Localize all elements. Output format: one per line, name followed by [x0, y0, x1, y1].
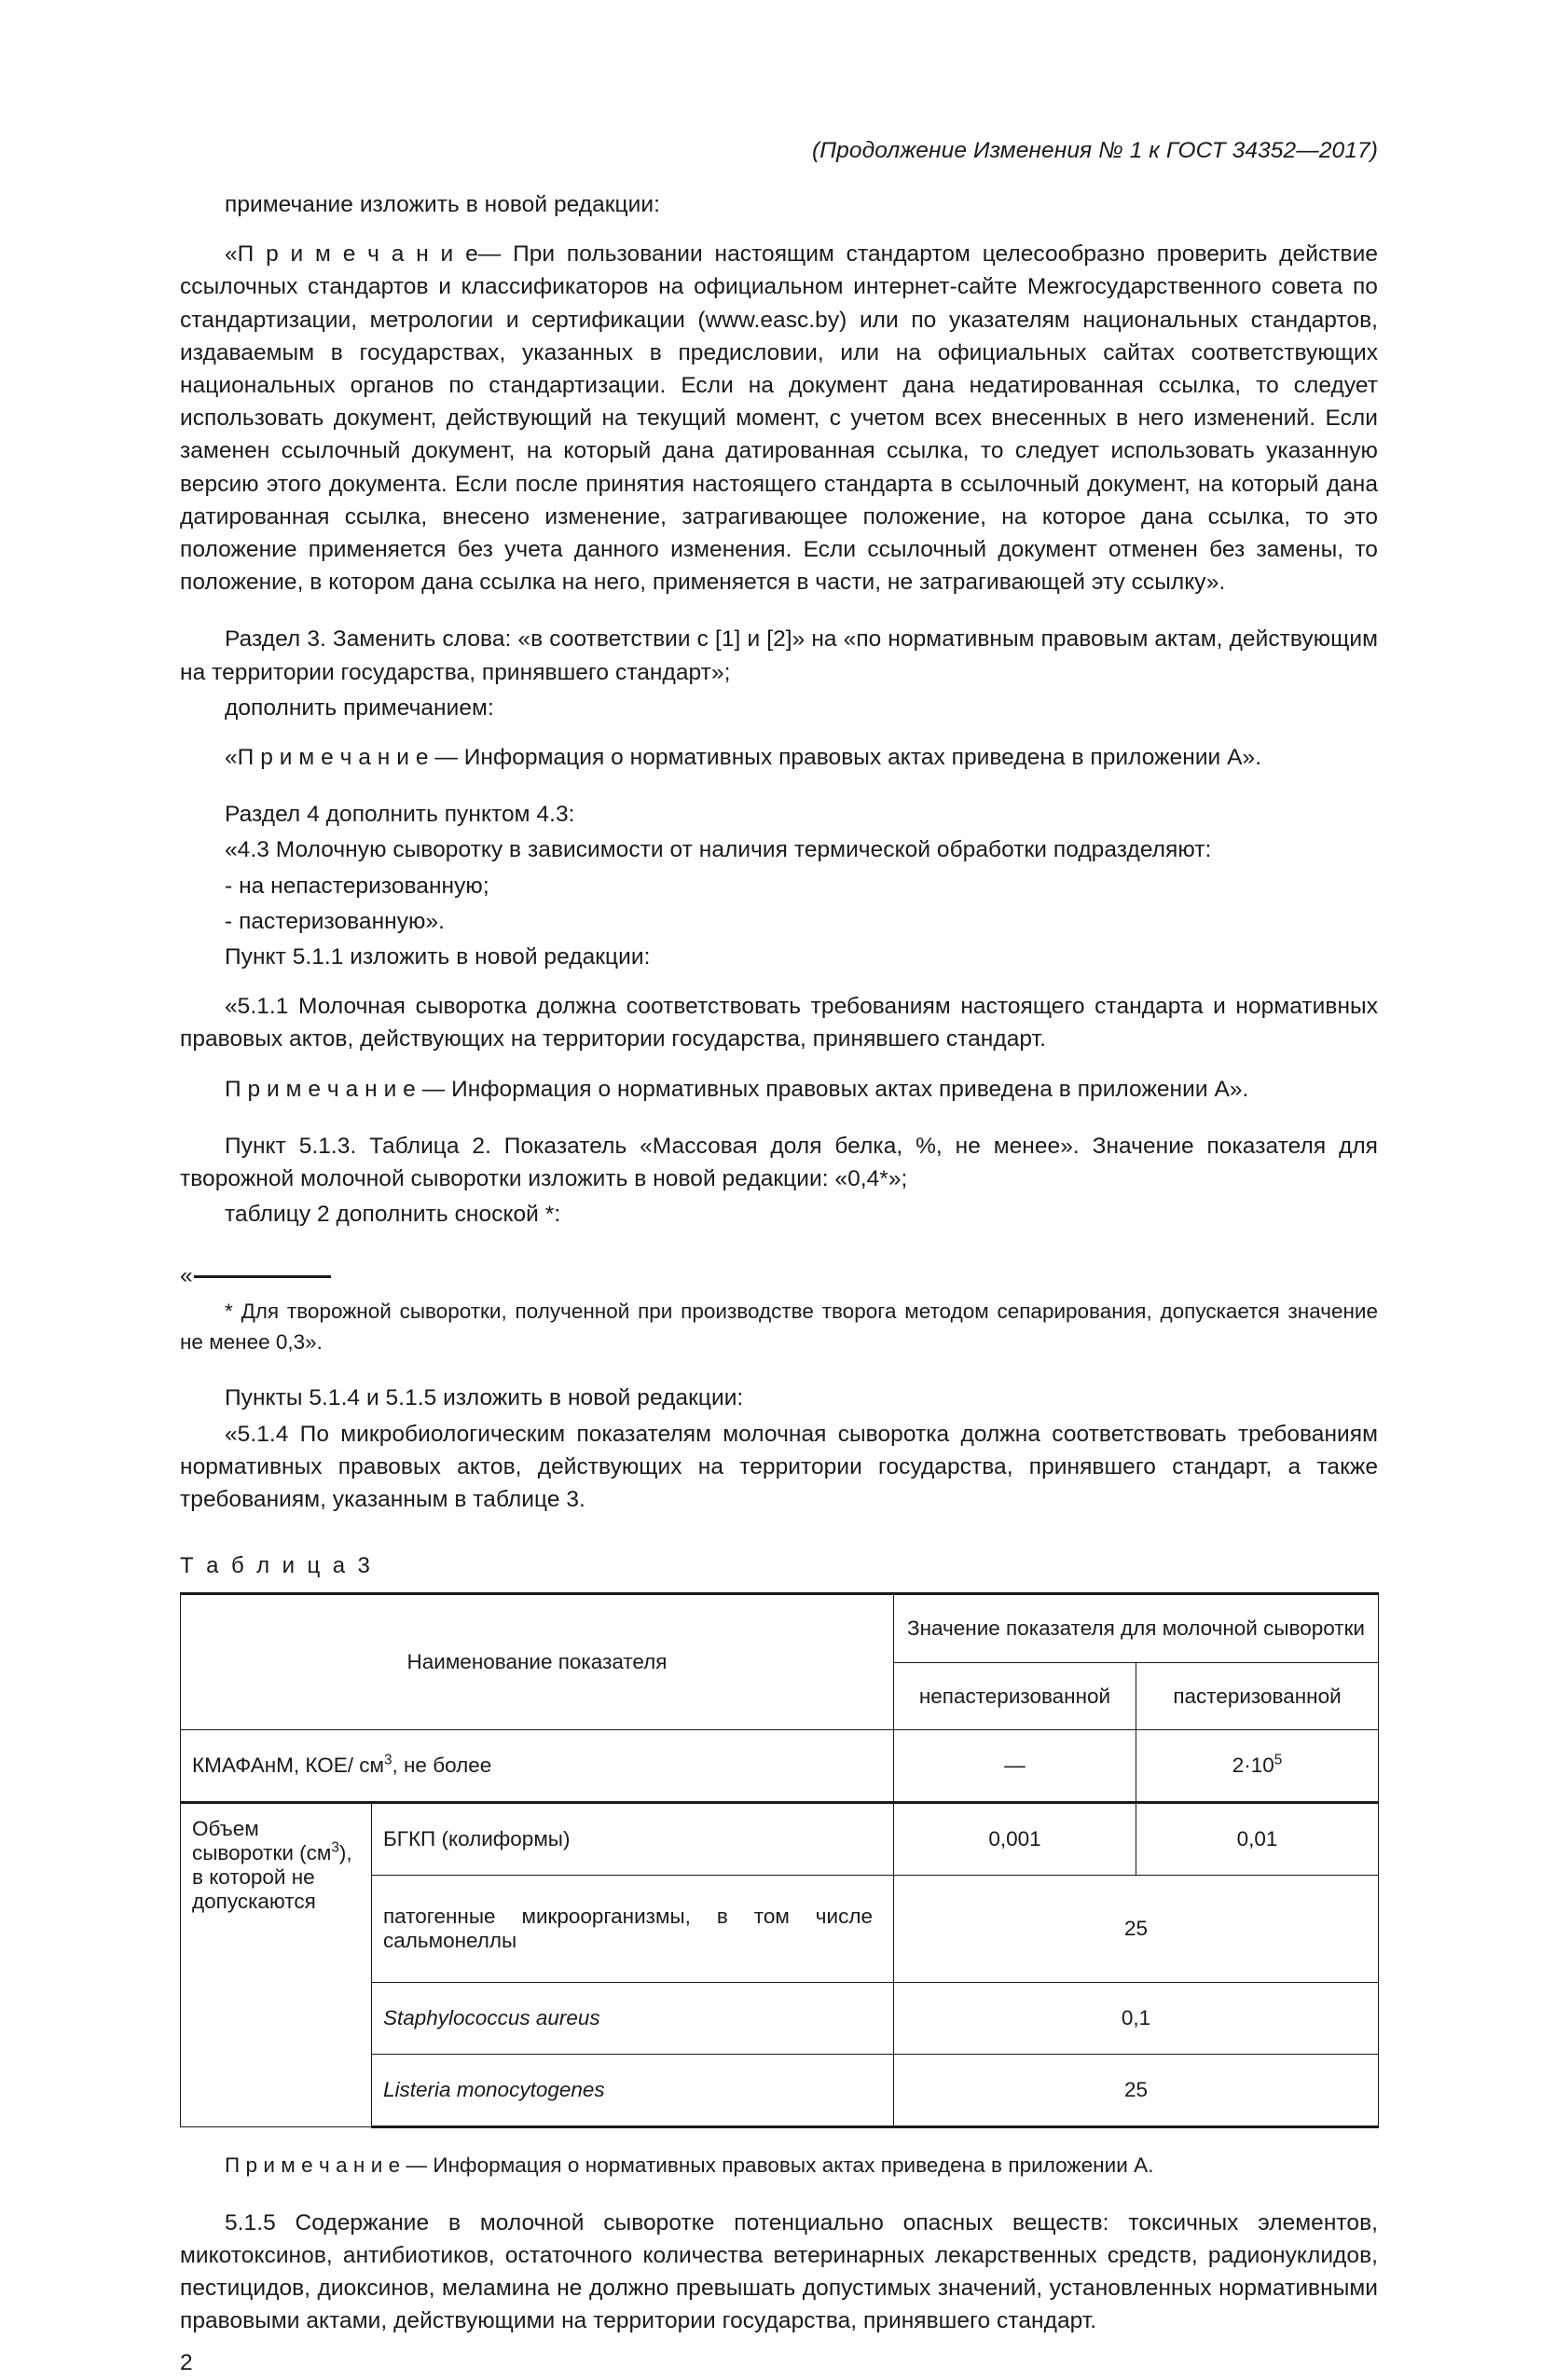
table-row — [181, 1803, 1379, 1876]
list-item-pasteurized: - пастеризованную». — [225, 908, 446, 934]
cell-listeria-value: 25 — [894, 2055, 1379, 2127]
paragraph-clauses-5-1-4-5-lead: Пункты 5.1.4 и 5.1.5 изложить в новой редакции: — [225, 1385, 744, 1411]
paragraph-clause-5-1-1-lead: Пункт 5.1.1 изложить в новой редакции: — [225, 944, 651, 970]
page-content — [180, 0, 1378, 2380]
footnote-block — [180, 1263, 1378, 1357]
table3-caption: Т а б л и ц а 3 — [180, 1553, 374, 1579]
paragraph-add-note: дополнить примечанием: — [225, 695, 494, 721]
cell-staphylococcus-value: 0,1 — [894, 1983, 1379, 2055]
page-number: 2 — [180, 2350, 193, 2376]
cell-group-label-volume: Объем сыворотки $(см^3)$, в которой не допускаются — [181, 1803, 372, 2127]
paragraph-note-annexA: «П р и м е ч а н и е — Информация о нормативных правовых актах приведена в приложении А». — [225, 745, 1262, 771]
header-cell-value-group: Значение показателя для молочной сыворотки — [894, 1594, 1379, 1663]
header-cell-unpasteurized: непастеризованной — [894, 1663, 1136, 1730]
cell-bgkp-pasteurized: 0,01 — [1136, 1803, 1379, 1876]
paragraph-clause-5-1-3: Пункт 5.1.3. Таблица 2. Показатель «Массовая доля белка, %, не менее». Значение показателя для творожной молочной сыворотки изложить в новой редакции: «0,4*»; — [180, 1133, 1378, 1192]
cell-pathogens-value: 25 — [894, 1876, 1379, 1983]
paragraph-note-reference: «П р и м е ч а н и е— При пользовании настоящим стандартом целесообразно проверить действие ссылочных стандартов и классификаторов на официальном интернет-сайте Межгосударственного совета по стандартизации, метрологии и сертификации (www.easc.by) или по указателям национальных стандартов, издаваемым в государствах, указанных в предисловии, или на официальных сайтах соответствующих национальных органов по стандартизации. Если на документ дана недатированная ссылка, то следует использовать документ, действующий на текущий момент, с учетом всех внесенных в него изменений. Если заменен ссылочный документ, на который дана датированная ссылка, то следует использовать указанную версию этого документа. Если после принятия настоящего стандарта в ссылочный документ, на который дана датированная ссылка, внесено изменение, затрагивающее положение, на которое дана ссылка, то это положение применяется без учета данного изменения. Если ссылочный документ отменен без замены, то положение, в котором дана ссылка на него, применяется в части, не затрагивающей эту ссылку». — [180, 241, 1378, 596]
paragraph-clause-5-1-5: 5.1.5 Содержание в молочной сыворотке потенциально опасных веществ: токсичных элементов, микотоксинов, антибиотиков, остаточного количества ветеринарных лекарственных средств, радионуклидов, пестицидов, диоксинов, меламина не должно превышать допустимых значений, установленных нормативными правовыми актами, действующими на территории государства, принявшего стандарт. — [180, 2209, 1378, 2334]
cell-kmafanm-pasteurized: $2\cdot 10^5$ — [1136, 1730, 1379, 1803]
paragraph-section4: Раздел 4 дополнить пунктом 4.3: — [225, 802, 575, 828]
paragraph-intro: примечание изложить в новой редакции: — [225, 192, 660, 217]
paragraph-clause-4-3: «4.3 Молочную сыворотку в зависимости от наличия термической обработки подразделяют: — [225, 837, 1212, 863]
cell-indicator-bgkp: БГКП (колиформы) — [372, 1803, 894, 1876]
footnote-open-quote: « — [180, 1263, 193, 1289]
cell-indicator-pathogens: патогенные микроорганизмы, в том числе сальмонеллы — [372, 1876, 894, 1983]
cell-indicator-listeria: Listeria monocytogenes — [372, 2055, 894, 2127]
cell-indicator-staphylococcus: Staphylococcus aureus — [372, 1983, 894, 2055]
paragraph-add-footnote: таблицу 2 дополнить сноской *: — [225, 1202, 561, 1228]
cell-kmafanm-unpasteurized: — — [894, 1730, 1136, 1803]
header-cell-indicator-name: Наименование показателя — [181, 1594, 894, 1730]
table-row — [181, 1730, 1379, 1803]
footnote-separator-rule — [194, 1275, 331, 1278]
table-header-row-1 — [181, 1594, 1379, 1663]
paragraph-note-5-1-1: П р и м е ч а н и е — Информация о нормативных правовых актах приведена в приложении А». — [225, 1076, 1249, 1102]
header-cell-pasteurized: пастеризованной — [1136, 1663, 1379, 1730]
paragraph-section3: Раздел 3. Заменить слова: «в соответствии с [1] и [2]» на «по нормативным правовым актам, действующим на территории государства, принявшего стандарт»; — [180, 626, 1378, 685]
table3-note: П р и м е ч а н и е — Информация о нормативных правовых актах приведена в приложении А. — [225, 2153, 1154, 2178]
footnote-rule-row — [180, 1263, 1378, 1289]
cell-indicator-kmafanm: КМАФАнМ, КОЕ/ $см^3$, не более — [181, 1730, 894, 1803]
running-header: (Продолжение Изменения № 1 к ГОСТ 34352—2017) — [812, 138, 1378, 163]
list-item-unpasteurized: - на непастеризованную; — [225, 873, 489, 899]
cell-bgkp-unpasteurized: 0,001 — [894, 1803, 1136, 1876]
footnote-text: * Для творожной сыворотки, полученной при производстве творога методом сепарирования, допускается значение не менее 0,3». — [180, 1300, 1378, 1355]
paragraph-clause-5-1-4: «5.1.4 По микробиологическим показателям молочная сыворотка должна соответствовать требованиям нормативных правовых актов, действующих на территории государства, принявшего стандарт, а также требованиям, указанным в таблице 3. — [180, 1421, 1378, 1513]
paragraph-clause-5-1-1: «5.1.1 Молочная сыворотка должна соответствовать требованиям настоящего стандарта и нормативных правовых актов, действующих на территории государства, принявшего стандарт. — [180, 994, 1378, 1052]
table-microbiological-indicators — [180, 1592, 1379, 2128]
